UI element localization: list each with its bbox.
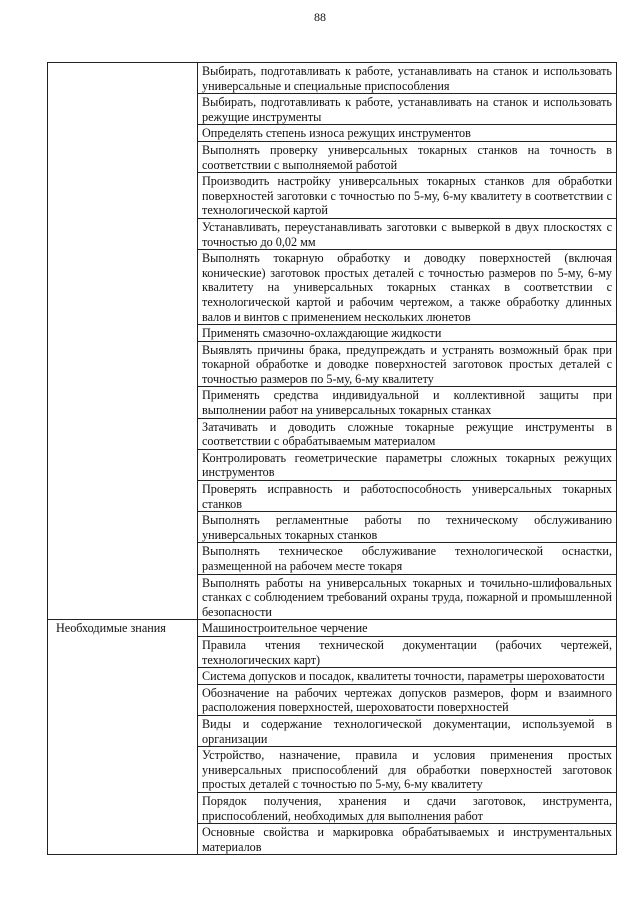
table-row: [48, 218, 617, 249]
section-label-continuation: [48, 125, 198, 142]
requirement-item: Определять степень износа режущих инструментов: [198, 125, 617, 142]
requirement-item: Контролировать геометрические параметры сложных токарных режущих инструментов: [198, 449, 617, 480]
section-label-continuation: [48, 94, 198, 125]
section-label-continuation: [48, 218, 198, 249]
table-row: [48, 63, 617, 94]
requirement-item: Выбирать, подготавливать к работе, устанавливать на станок и использовать универсальные и специальные приспособления: [198, 63, 617, 94]
page-number: 88: [314, 10, 326, 24]
requirement-item: Выполнять работы на универсальных токарных и точильно-шлифовальных станках с соблюдением требований охраны труда, пожарной и промышленной безопасности: [198, 574, 617, 620]
section-label-continuation: [48, 250, 198, 325]
requirement-item: Машиностроительное черчение: [198, 620, 617, 637]
section-label-continuation: [48, 636, 198, 667]
table-row: [48, 684, 617, 715]
section-label-continuation: [48, 512, 198, 543]
table-row: [48, 387, 617, 418]
requirements-table: [47, 62, 617, 855]
section-label-continuation: [48, 684, 198, 715]
requirement-item: Выполнять техническое обслуживание технологической оснастки, размещенной на рабочем месте токаря: [198, 543, 617, 574]
table-row: [48, 325, 617, 342]
table-row: [48, 792, 617, 823]
requirement-item: Виды и содержание технологической документации, используемой в организации: [198, 715, 617, 746]
section-label: Необходимые знания: [48, 620, 198, 637]
section-label-continuation: [48, 668, 198, 685]
section-label-continuation: [48, 418, 198, 449]
table-row: [48, 125, 617, 142]
section-label-continuation: [48, 543, 198, 574]
requirement-item: Выполнять регламентные работы по техническому обслуживанию универсальных токарных станков: [198, 512, 617, 543]
section-label-continuation: [48, 141, 198, 172]
requirement-item: Устанавливать, переустанавливать заготовки с выверкой в двух плоскостях с точностью до 0,02 мм: [198, 218, 617, 249]
section-label-continuation: [48, 341, 198, 387]
table-row: [48, 141, 617, 172]
requirement-item: Применять смазочно-охлаждающие жидкости: [198, 325, 617, 342]
table-row: [48, 250, 617, 325]
table-row: [48, 636, 617, 667]
section-label-continuation: [48, 792, 198, 823]
requirement-item: Порядок получения, хранения и сдачи заготовок, инструмента, приспособлений, необходимых для выполнения работ: [198, 792, 617, 823]
section-label-continuation: [48, 325, 198, 342]
table-row: [48, 481, 617, 512]
section-label-continuation: [48, 481, 198, 512]
table-row: [48, 574, 617, 620]
section-label-continuation: [48, 824, 198, 855]
requirement-item: Основные свойства и маркировка обрабатываемых и инструментальных материалов: [198, 824, 617, 855]
table-row: [48, 173, 617, 219]
requirement-item: Проверять исправность и работоспособность универсальных токарных станков: [198, 481, 617, 512]
requirement-item: Затачивать и доводить сложные токарные режущие инструменты в соответствии с обрабатываемым материалом: [198, 418, 617, 449]
table-row: [48, 449, 617, 480]
requirement-item: Выявлять причины брака, предупреждать и устранять возможный брак при токарной обработке и доводке поверхностей заготовок простых деталей с точностью размеров по 5-му, 6-му квалитету: [198, 341, 617, 387]
requirements-table-body: [48, 63, 617, 855]
table-row: [48, 668, 617, 685]
section-label-continuation: [48, 387, 198, 418]
requirement-item: Устройство, назначение, правила и условия применения простых универсальных приспособлений для обработки поверхностей заготовок простых деталей с точностью по 5-му, 6-му квалитету: [198, 747, 617, 793]
requirement-item: Система допусков и посадок, квалитеты точности, параметры шероховатости: [198, 668, 617, 685]
table-row: [48, 543, 617, 574]
section-label-continuation: [48, 747, 198, 793]
requirement-item: Выполнять токарную обработку и доводку поверхностей (включая конические) заготовок простых деталей с точностью размеров по 5-му, 6-му квалитету на универсальных токарных станках в соответствии с технологической картой и рабочим чертежом, а также обработку длинных валов и винтов с применением нескольких люнетов: [198, 250, 617, 325]
section-label: [48, 63, 198, 94]
table-row: [48, 94, 617, 125]
section-label-continuation: [48, 574, 198, 620]
section-label-continuation: [48, 449, 198, 480]
table-row: [48, 341, 617, 387]
table-row: [48, 715, 617, 746]
requirement-item: Обозначение на рабочих чертежах допусков размеров, форм и взаимного расположения поверхностей, шероховатости поверхностей: [198, 684, 617, 715]
table-row: [48, 620, 617, 637]
requirement-item: Применять средства индивидуальной и коллективной защиты при выполнении работ на универсальных токарных станках: [198, 387, 617, 418]
table-row: [48, 747, 617, 793]
table-row: [48, 418, 617, 449]
requirement-item: Правила чтения технической документации (рабочих чертежей, технологических карт): [198, 636, 617, 667]
requirement-item: Производить настройку универсальных токарных станков для обработки поверхностей заготовки с точностью по 5-му, 6-му квалитету в соответствии с технологической картой: [198, 173, 617, 219]
table-row: [48, 512, 617, 543]
table-row: [48, 824, 617, 855]
requirement-item: Выбирать, подготавливать к работе, устанавливать на станок и использовать режущие инструменты: [198, 94, 617, 125]
section-label-continuation: [48, 715, 198, 746]
section-label-continuation: [48, 173, 198, 219]
requirement-item: Выполнять проверку универсальных токарных станков на точность в соответствии с выполняемой работой: [198, 141, 617, 172]
